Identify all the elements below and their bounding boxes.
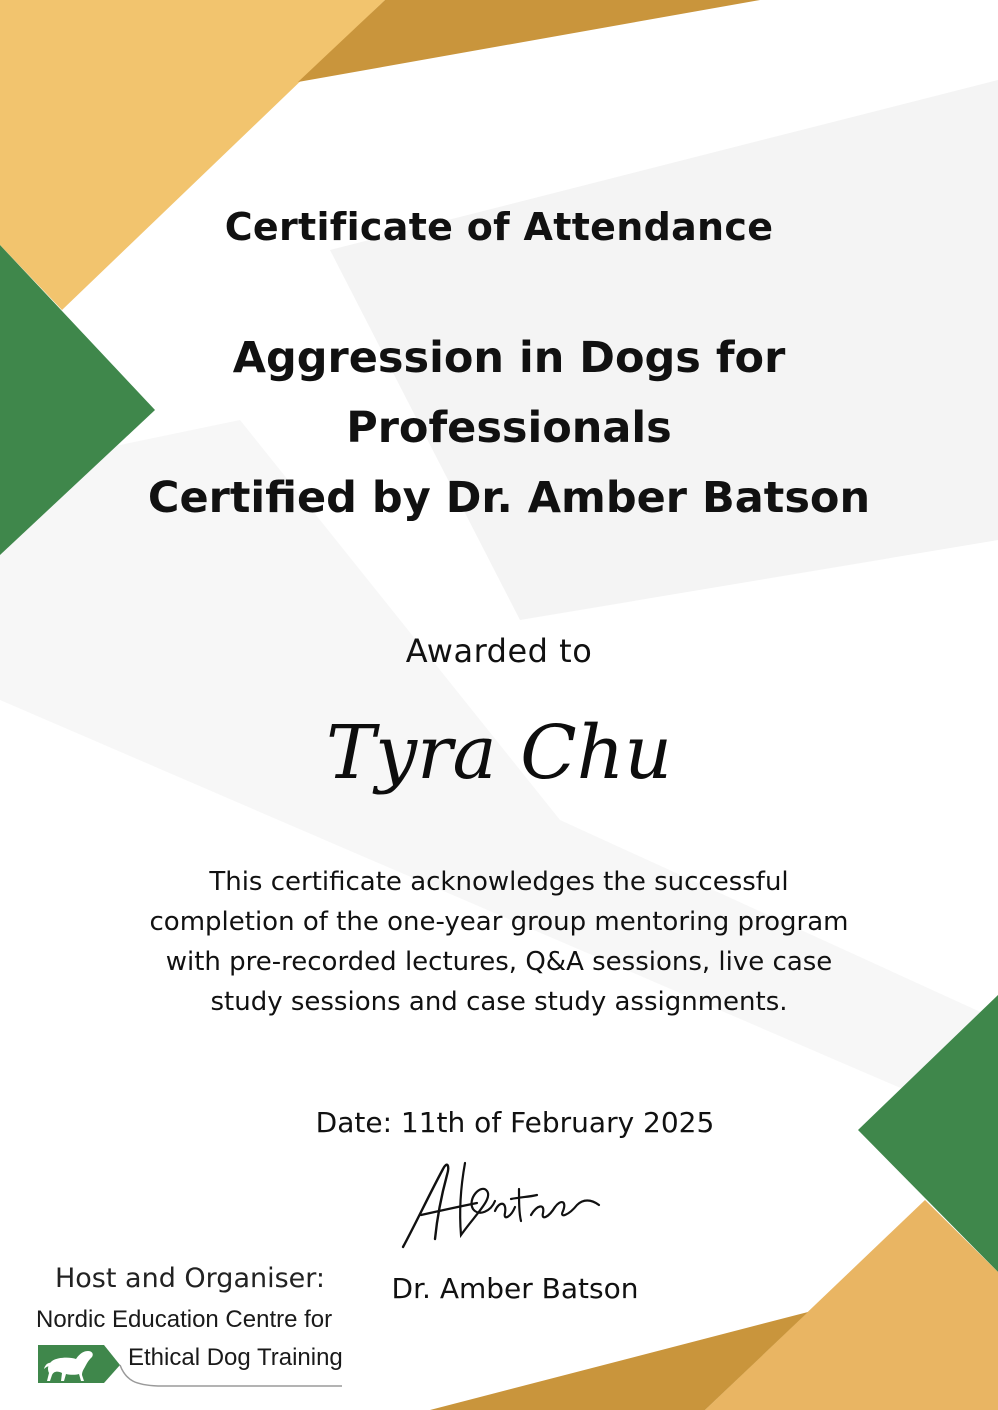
- recipient-name: Tyra Chu: [325, 710, 673, 796]
- signer-name: Dr. Amber Batson: [391, 1272, 639, 1305]
- course-title-line: Certified by Dr. Amber Batson: [147, 473, 871, 523]
- awarded-to-label: Awarded to: [405, 632, 593, 670]
- course-title-line: Aggression in Dogs for: [232, 333, 786, 383]
- course-title: [60, 323, 958, 533]
- organiser-logo: [38, 1341, 344, 1387]
- description-line: completion of the one-year group mentoring program: [149, 907, 849, 937]
- course-title-line: Professionals: [346, 403, 672, 453]
- organiser-name-line1: Nordic Education Centre for: [36, 1306, 333, 1333]
- host-label: Host and Organiser:: [54, 1263, 325, 1294]
- certificate-description: [90, 862, 908, 1022]
- description-line: This certificate acknowledges the successful: [209, 867, 789, 897]
- organiser-name-line2: Ethical Dog Training: [128, 1344, 343, 1371]
- certificate-title: Certificate of Attendance: [224, 205, 774, 249]
- description-line: study sessions and case study assignments.: [210, 987, 788, 1017]
- signature-icon: [395, 1155, 605, 1255]
- certificate-date: Date: 11th of February 2025: [315, 1106, 715, 1139]
- description-line: with pre-recorded lectures, Q&A sessions, live case: [165, 947, 833, 977]
